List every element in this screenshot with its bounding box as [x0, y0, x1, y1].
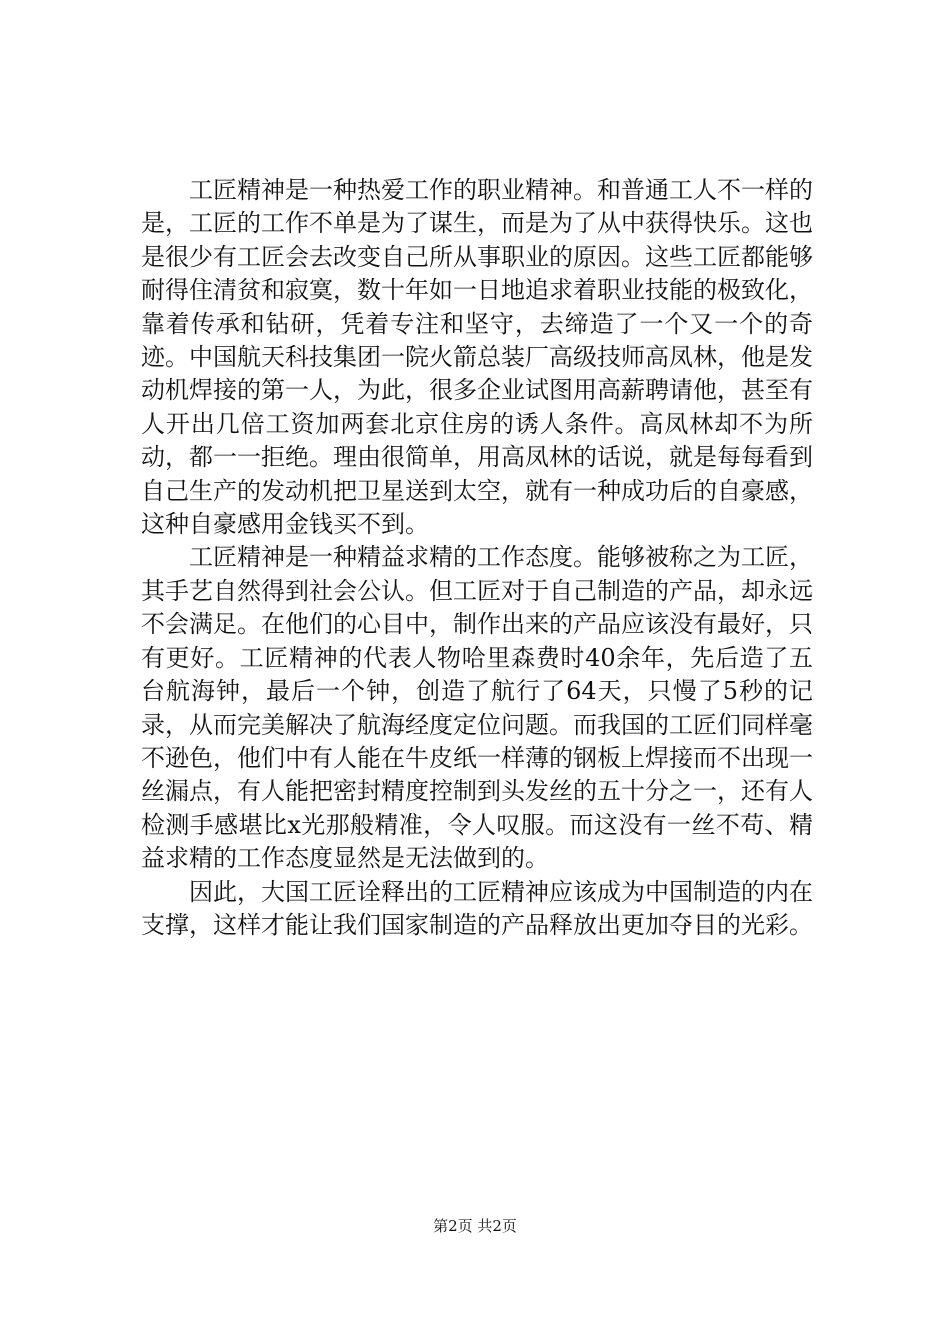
paragraph-conclusion: 因此，大国工匠诠释出的工匠精神应该成为中国制造的内在支撑，这样才能让我们国家制造的产品释放出更加夺目的光彩。	[141, 877, 813, 939]
document-body	[141, 174, 813, 942]
paragraph-craftsman-excellence: 工匠精神是一种精益求精的工作态度。能够被称之为工匠，其手艺自然得到社会公认。但工匠对于自己制造的产品，却永远不会满足。在他们的心目中，制作出来的产品应该没有最好，只有更好。工匠精神的代表人物哈里森费时40余年，先后造了五台航海钟，最后一个钟，创造了航行了64天，只慢了5秒的记录，从而完美解决了航海经度定位问题。而我国的工匠们同样毫不逊色，他们中有人能在牛皮纸一样薄的钢板上焊接而不出现一丝漏点，有人能把密封精度控制到头发丝的五十分之一，还有人检测手感堪比x光那般精准，令人叹服。而这没有一丝不苟、精益求精的工作态度显然是无法做到的。	[141, 543, 813, 873]
paragraph-craftsman-love-of-work: 工匠精神是一种热爱工作的职业精神。和普通工人不一样的是，工匠的工作不单是为了谋生，而是为了从中获得快乐。这也是很少有工匠会去改变自己所从事职业的原因。这些工匠都能够耐得住清贫和寂寞，数十年如一日地追求着职业技能的极致化，靠着传承和钻研，凭着专注和坚守，去缔造了一个又一个的奇迹。中国航天科技集团一院火箭总装厂高级技师高凤林，他是发动机焊接的第一人，为此，很多企业试图用高薪聘请他，甚至有人开出几倍工资加两套北京住房的诱人条件。高凤林却不为所动，都一一拒绝。理由很简单，用高凤林的话说，就是每每看到自己生产的发动机把卫星送到太空，就有一种成功后的自豪感，这种自豪感用金钱买不到。	[141, 176, 813, 539]
page-number-footer: 第2页 共2页	[433, 1217, 517, 1235]
